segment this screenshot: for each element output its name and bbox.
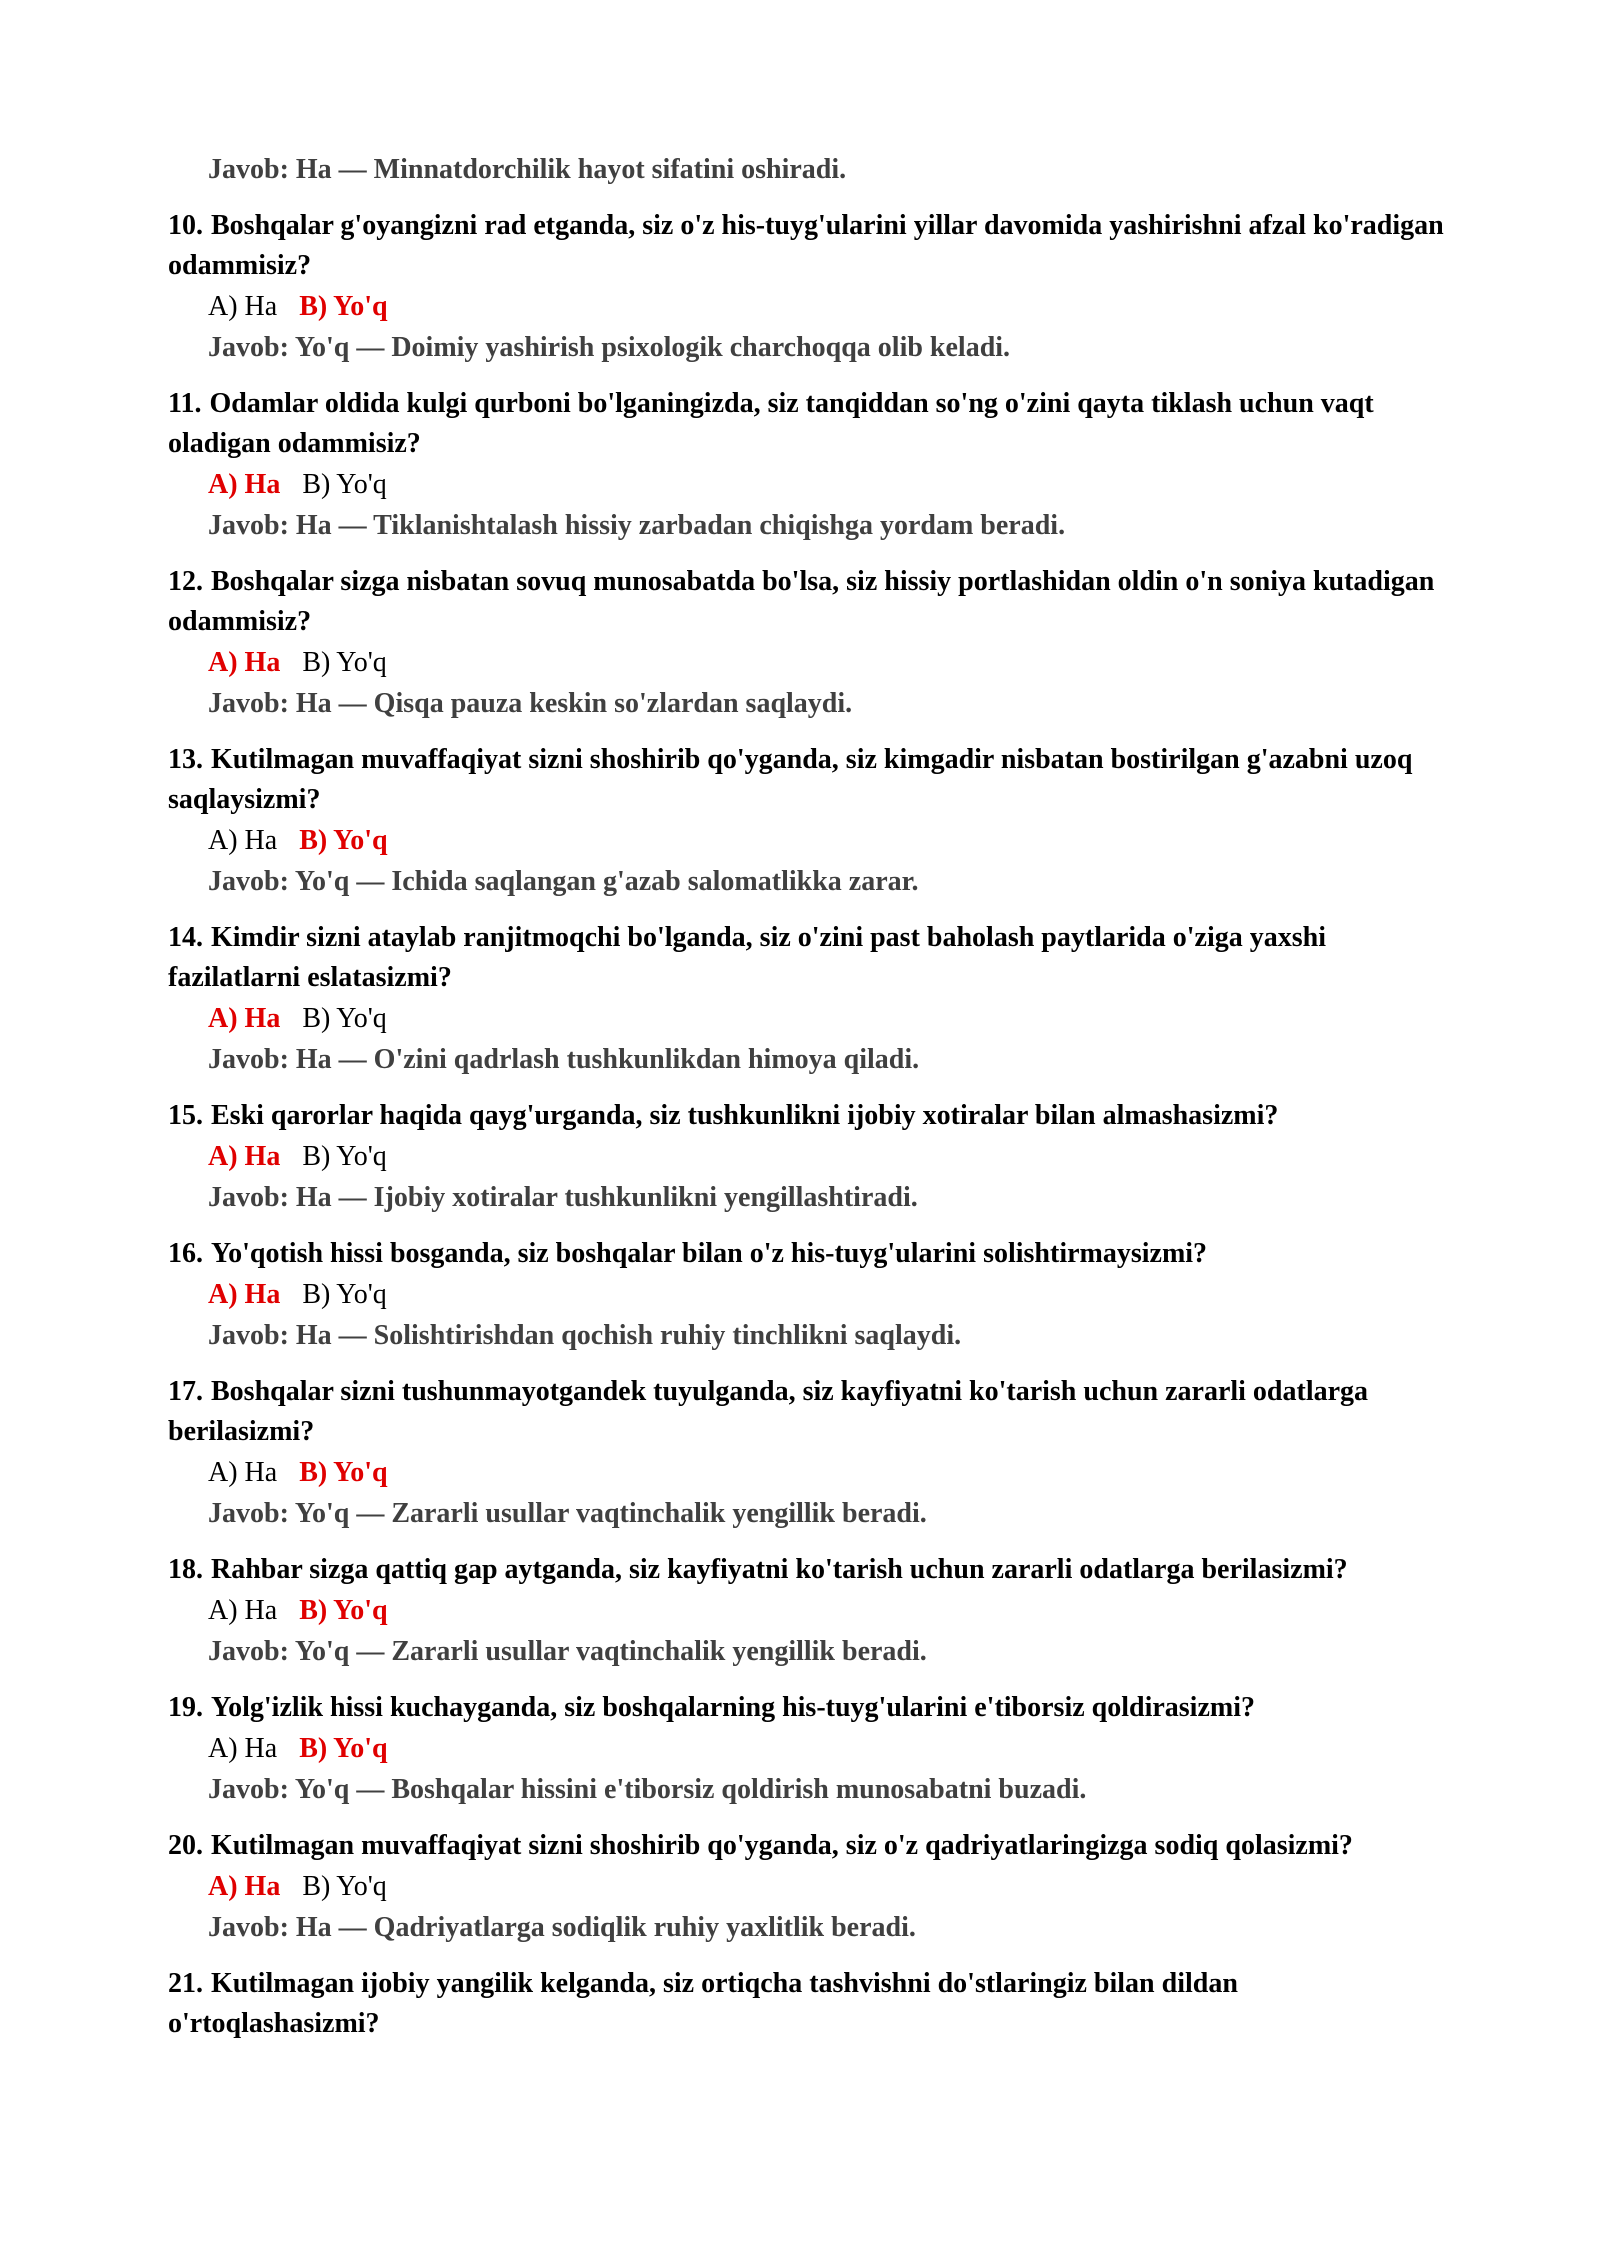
question-number: 15.: [168, 1100, 203, 1131]
answer-options: [208, 642, 1448, 684]
question-number: 21.: [168, 1968, 203, 1999]
answer-options: [208, 464, 1448, 506]
question-text: [168, 1372, 1448, 1452]
option-b: B) Yo'q: [302, 1141, 387, 1172]
question-block: [168, 1826, 1448, 1948]
question-body: Rahbar sizga qattiq gap aytganda, siz kayfiyatni ko'tarish uchun zararli odatlarga berilasizmi?: [211, 1554, 1348, 1585]
option-b: B) Yo'q: [299, 1457, 388, 1488]
question-number: 11.: [168, 388, 202, 419]
question-number: 13.: [168, 744, 203, 775]
question-body: Kutilmagan ijobiy yangilik kelganda, siz ortiqcha tashvishni do'stlaringiz bilan dildan o'rtoqlashasizmi?: [168, 1968, 1238, 2039]
question-block: [168, 1964, 1448, 2044]
option-a: A) Ha: [208, 291, 278, 322]
option-a: A) Ha: [208, 1003, 281, 1034]
answer-line: Javob: Yo'q — Ichida saqlangan g'azab salomatlikka zarar.: [208, 866, 919, 897]
answer-options: [208, 1136, 1448, 1178]
option-b: B) Yo'q: [299, 291, 388, 322]
document-content: [168, 150, 1448, 2044]
option-b: B) Yo'q: [299, 1595, 388, 1626]
option-a: A) Ha: [208, 469, 281, 500]
question-text: [168, 1096, 1448, 1136]
question-number: 19.: [168, 1692, 203, 1723]
option-a: A) Ha: [208, 1279, 281, 1310]
option-b: B) Yo'q: [302, 1871, 387, 1902]
answer-line: Javob: Ha — O'zini qadrlash tushkunlikdan himoya qiladi.: [208, 1044, 920, 1075]
question-block: [168, 384, 1448, 546]
question-block: [168, 562, 1448, 724]
question-text: [168, 1964, 1448, 2044]
question-number: 10.: [168, 210, 203, 241]
question-block: [168, 918, 1448, 1080]
option-a: A) Ha: [208, 1595, 278, 1626]
answer-line: Javob: Yo'q — Boshqalar hissini e'tiborsiz qoldirish munosabatni buzadi.: [208, 1774, 1087, 1805]
answer-options: [208, 820, 1448, 862]
answer-line: Javob: Ha — Ijobiy xotiralar tushkunlikni yengillashtiradi.: [208, 1182, 918, 1213]
question-number: 18.: [168, 1554, 203, 1585]
question-body: Eski qarorlar haqida qayg'urganda, siz tushkunlikni ijobiy xotiralar bilan almashasizmi?: [211, 1100, 1279, 1131]
question-block: [168, 1372, 1448, 1534]
question-text: [168, 206, 1448, 286]
option-b: B) Yo'q: [302, 1279, 387, 1310]
answer-options: [208, 1274, 1448, 1316]
question-text: [168, 562, 1448, 642]
option-a: A) Ha: [208, 1141, 281, 1172]
question-text: [168, 918, 1448, 998]
answer-options: [208, 1590, 1448, 1632]
answer-options: [208, 1452, 1448, 1494]
question-body: Kutilmagan muvaffaqiyat sizni shoshirib qo'yganda, siz kimgadir nisbatan bostirilgan g'azabni uzoq saqlaysizmi?: [168, 744, 1413, 815]
question-number: 12.: [168, 566, 203, 597]
question-block: [168, 1234, 1448, 1356]
question-text: [168, 1234, 1448, 1274]
answer-line: Javob: Yo'q — Zararli usullar vaqtinchalik yengillik beradi.: [208, 1636, 927, 1667]
question-text: [168, 1688, 1448, 1728]
question-body: Kutilmagan muvaffaqiyat sizni shoshirib qo'yganda, siz o'z qadriyatlaringizga sodiq qolasizmi?: [211, 1830, 1353, 1861]
answer-options: [208, 998, 1448, 1040]
option-a: A) Ha: [208, 1871, 281, 1902]
question-list: [168, 206, 1448, 2044]
answer-line: Javob: Ha — Tiklanishtalash hissiy zarbadan chiqishga yordam beradi.: [208, 510, 1066, 541]
question-number: 14.: [168, 922, 203, 953]
question-number: 17.: [168, 1376, 203, 1407]
question-block: [168, 1550, 1448, 1672]
option-a: A) Ha: [208, 1733, 278, 1764]
option-b: B) Yo'q: [302, 647, 387, 678]
question-body: Boshqalar sizni tushunmayotgandek tuyulganda, siz kayfiyatni ko'tarish uchun zararli odatlarga berilasizmi?: [168, 1376, 1369, 1447]
question-block: [168, 1688, 1448, 1810]
question-block: [168, 1096, 1448, 1218]
option-b: B) Yo'q: [299, 825, 388, 856]
question-block: [168, 740, 1448, 902]
question-number: 16.: [168, 1238, 203, 1269]
question-body: Boshqalar g'oyangizni rad etganda, siz o'z his-tuyg'ularini yillar davomida yashirishni afzal ko'radigan odammisiz?: [168, 210, 1444, 281]
answer-line: Javob: Ha — Solishtirishdan qochish ruhiy tinchlikni saqlaydi.: [208, 1320, 962, 1351]
option-b: B) Yo'q: [302, 469, 387, 500]
option-a: A) Ha: [208, 647, 281, 678]
answer-options: [208, 286, 1448, 328]
answer-line: Javob: Ha — Qadriyatlarga sodiqlik ruhiy yaxlitlik beradi.: [208, 1912, 916, 1943]
question-block: [168, 206, 1448, 368]
question-body: Kimdir sizni ataylab ranjitmoqchi bo'lganda, siz o'zini past baholash paytlarida o'ziga yaxshi fazilatlarni eslatasizmi?: [168, 922, 1326, 993]
question-text: [168, 740, 1448, 820]
answer-line: Javob: Ha — Minnatdorchilik hayot sifatini oshiradi.: [208, 154, 847, 185]
question-number: 20.: [168, 1830, 203, 1861]
question-body: Yolg'izlik hissi kuchayganda, siz boshqalarning his-tuyg'ularini e'tiborsiz qoldirasizmi?: [211, 1692, 1255, 1723]
option-a: A) Ha: [208, 1457, 278, 1488]
option-a: A) Ha: [208, 825, 278, 856]
answer-line: Javob: Yo'q — Zararli usullar vaqtinchalik yengillik beradi.: [208, 1498, 927, 1529]
answer-options: [208, 1866, 1448, 1908]
answer-options: [208, 1728, 1448, 1770]
question-text: [168, 384, 1448, 464]
question-text: [168, 1550, 1448, 1590]
question-body: Yo'qotish hissi bosganda, siz boshqalar bilan o'z his-tuyg'ularini solishtirmaysizmi?: [211, 1238, 1208, 1269]
answer-line: Javob: Ha — Qisqa pauza keskin so'zlardan saqlaydi.: [208, 688, 853, 719]
option-b: B) Yo'q: [302, 1003, 387, 1034]
question-text: [168, 1826, 1448, 1866]
question-body: Odamlar oldida kulgi qurboni bo'lganingizda, siz tanqiddan so'ng o'zini qayta tiklash uchun vaqt oladigan odammisiz?: [168, 388, 1374, 459]
answer-line: Javob: Yo'q — Doimiy yashirish psixologik charchoqqa olib keladi.: [208, 332, 1011, 363]
question-body: Boshqalar sizga nisbatan sovuq munosabatda bo'lsa, siz hissiy portlashidan oldin o'n soniya kutadigan odammisiz?: [168, 566, 1435, 637]
option-b: B) Yo'q: [299, 1733, 388, 1764]
